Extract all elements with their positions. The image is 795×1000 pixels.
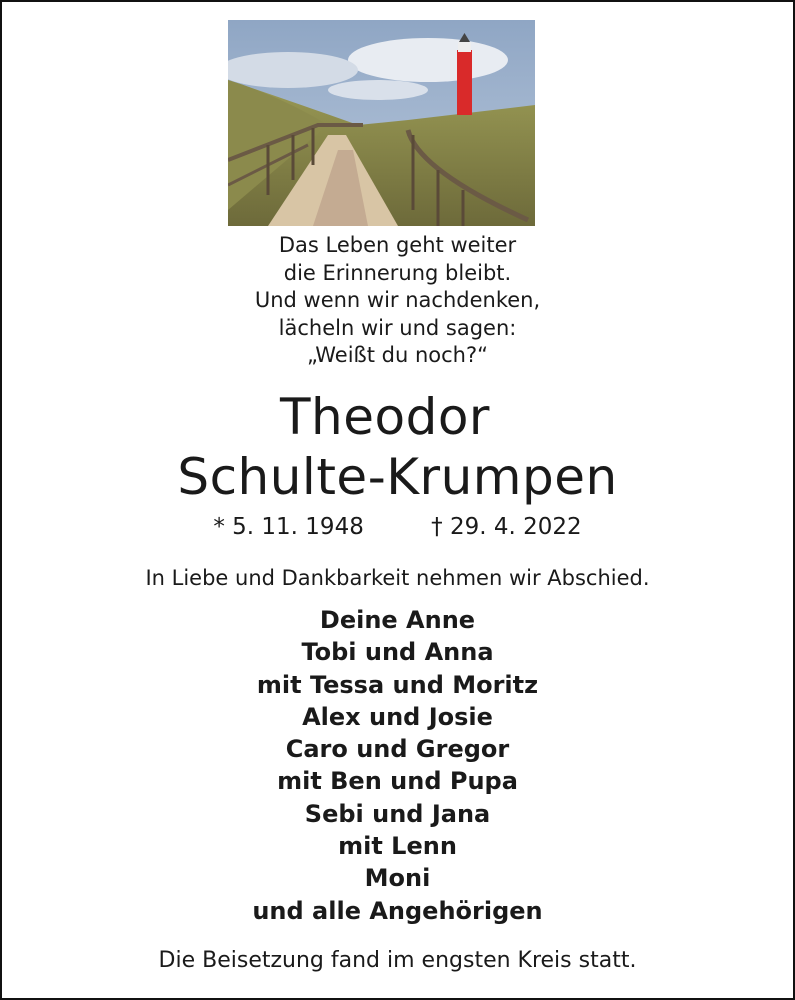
burial-note: Die Beisetzung fand im engsten Kreis statt. [158,948,637,973]
death-date: † 29. 4. 2022 [431,514,582,540]
first-name: Theodor [280,388,490,446]
farewell-text: In Liebe und Dankbarkeit nehmen wir Abschied. [145,566,650,590]
family-list [0,604,795,927]
poem-line: Das Leben geht weiter [278,233,517,257]
family-line: Deine Anne [319,606,476,634]
poem-line: die Erinnerung bleibt. [283,260,512,285]
poem [0,232,795,370]
birth-date: * 5. 11. 1948 [213,514,364,540]
family-line: Alex und Josie [302,702,493,731]
family-line: Caro und Gregor [285,735,510,764]
lighthouse-photo [228,20,535,226]
dates [0,514,795,540]
family-line: Moni [364,864,431,893]
family-line: und alle Angehörigen [252,896,543,925]
family-line: Sebi und Jana [304,799,491,828]
last-name: Schulte-Krumpen [177,448,618,506]
poem-line: „Weißt du noch?“ [306,343,489,367]
family-line: mit Ben und Pupa [277,767,518,796]
family-line: mit Lenn [338,832,457,861]
family-line: Tobi und Anna [301,638,494,667]
poem-line: Und wenn wir nachdenken, [254,288,541,312]
poem-line: lächeln wir und sagen: [278,315,517,340]
family-line: mit Tessa und Moritz [256,670,539,699]
